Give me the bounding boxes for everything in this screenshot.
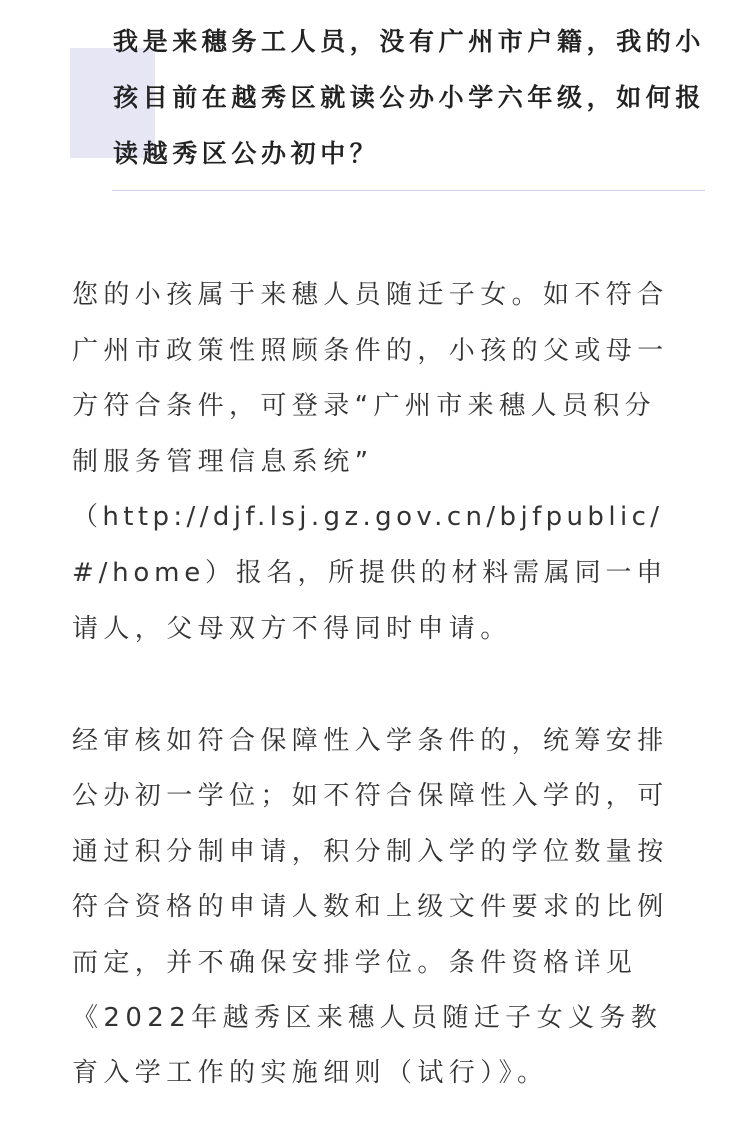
answer-paragraph <box>72 268 669 657</box>
answer-line: 通过积分制申请，积分制入学的学位数量按 <box>72 836 669 867</box>
answer-line: 育入学工作的实施细则（试行）》。 <box>72 1058 549 1089</box>
answer-line: #/home）报名，所提供的材料需属同一申 <box>72 557 668 588</box>
question-line: 我是来穗务工人员，没有广州市户籍，我的小 <box>113 27 706 56</box>
answer-line: 广州市政策性照顾条件的，小孩的父或母一 <box>72 335 669 366</box>
answer-line: 方符合条件，可登录“广州市来穗人员积分 <box>72 391 657 422</box>
answer-line-url: （http://djf.lsj.gz.gov.cn/bjfpublic/ <box>72 502 664 533</box>
divider <box>112 190 705 191</box>
answer-line: 经审核如符合保障性入学条件的，统筹安排 <box>72 726 669 756</box>
question-heading <box>113 14 705 182</box>
answer-line: 制服务管理信息系统” <box>72 446 374 477</box>
answer-paragraph <box>72 714 669 1102</box>
answer-line: 公办初一学位；如不符合保障性入学的，可 <box>72 781 669 812</box>
answer-line: 请人，父母双方不得同时申请。 <box>72 613 512 644</box>
answer-line: 您的小孩属于来穗人员随迁子女。如不符合 <box>72 280 669 310</box>
answer-line: 而定，并不确保安排学位。条件资格详见 <box>72 947 638 978</box>
question-line: 读越秀区公办初中？ <box>113 139 380 168</box>
answer-line: 符合资格的申请人数和上级文件要求的比例 <box>72 892 669 923</box>
question-line: 孩目前在越秀区就读公办小学六年级，如何报 <box>113 83 706 112</box>
answer-line: 《2022年越秀区来穗人员随迁子女义务教 <box>72 1003 663 1034</box>
